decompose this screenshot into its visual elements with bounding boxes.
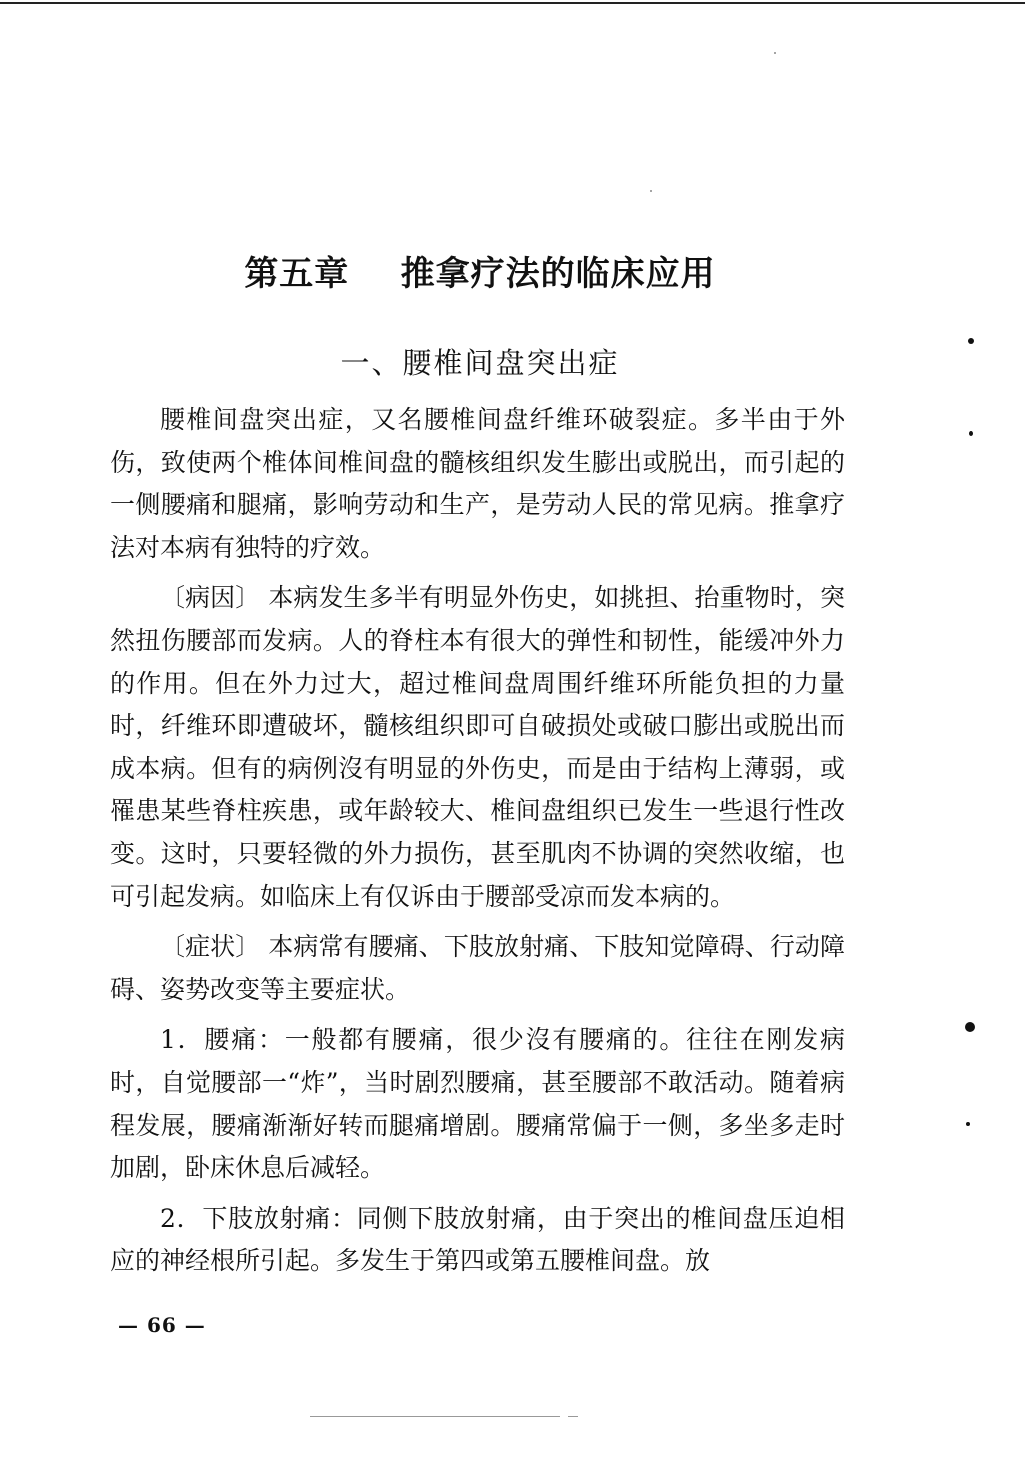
scan-speck bbox=[968, 338, 974, 344]
scan-smudge-line bbox=[568, 1416, 578, 1417]
top-border-line bbox=[0, 2, 1025, 4]
paragraph-symptoms: 〔症状〕 本病常有腰痛、下肢放射痛、下肢知觉障碍、行动障碍、姿势改变等主要症状。 bbox=[110, 932, 845, 1004]
body-text bbox=[110, 399, 845, 1283]
page-number: — 66 — bbox=[118, 1313, 206, 1337]
scan-speck bbox=[650, 190, 652, 192]
paragraph-etiology: 〔病因〕 本病发生多半有明显外伤史，如挑担、抬重物时，突然扭伤腰部而发病。人的脊柱本有很大的弹性和韧性，能缓冲外力的作用。但在外力过大，超过椎间盘周围纤维环所能负担的力量时，纤维环即遭破坏，髓核组织即可自破损处或破口膨出或脱出而成本病。但有的病例沒有明显的外伤史，而是由于结构上薄弱，或罹患某些脊柱疾患，或年龄较大、椎间盘组织已发生一些退行性改变。这时，只要轻微的外力损伤，甚至肌肉不协调的突然收缩，也可引起发病。如临床上有仅诉由于腰部受凉而发本病的。 bbox=[110, 583, 845, 911]
paragraph-radiating-pain: 2．下肢放射痛：同侧下肢放射痛，由于突出的椎间盘压迫相应的神经根所引起。多发生于第四或第五腰椎间盘。放 bbox=[110, 1203, 845, 1276]
section-title: 一、腰椎间盘突出症 bbox=[340, 346, 620, 380]
scan-speck bbox=[965, 1022, 975, 1032]
scan-speck bbox=[774, 52, 776, 54]
chapter-title: 第五章 推拿疗法的临床应用 bbox=[244, 254, 716, 294]
scan-speck bbox=[966, 1122, 970, 1126]
paragraph-low-back-pain: 1．腰痛：一般都有腰痛，很少沒有腰痛的。往往在刚发病时，自觉腰部一“炸”，当时剧烈腰痛，甚至腰部不敢活动。随着病程发展，腰痛渐渐好转而腿痛增剧。腰痛常偏于一侧，多坐多走时加剧，卧床休息后减轻。 bbox=[110, 1025, 845, 1183]
paragraph-intro: 腰椎间盘突出症，又名腰椎间盘纤维环破裂症。多半由于外伤，致使两个椎体间椎间盘的髓核组织发生膨出或脱出，而引起的一侧腰痛和腿痛，影响劳动和生产，是劳动人民的常见病。推拿疗法对本病有独特的疗效。 bbox=[110, 405, 845, 562]
scan-speck bbox=[969, 431, 973, 436]
scan-smudge-line bbox=[310, 1416, 560, 1417]
